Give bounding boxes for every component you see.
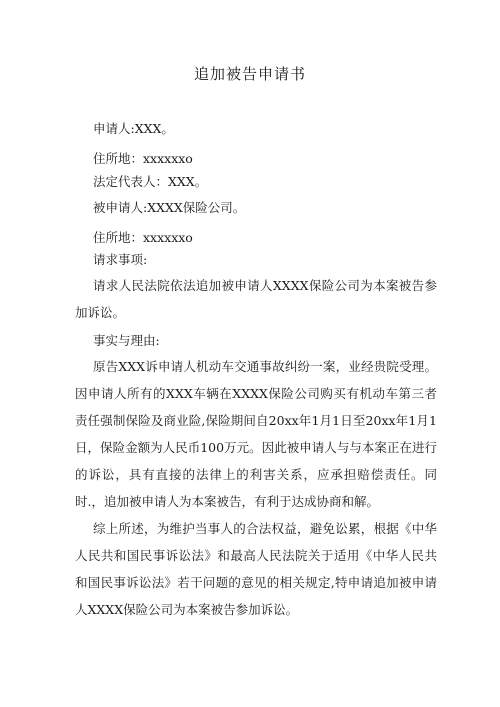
document-title: 追加被告申请书 (193, 65, 306, 83)
facts-heading: 事实与理由: (93, 333, 160, 348)
legal-representative-line: 法定代表人：XXX。 (93, 174, 208, 189)
applicant-line: 申请人:XXX。 (93, 121, 174, 136)
request-paragraph: 请求人民法院依法追加被申请人XXXX保险公司为本案被告参加诉讼。 (75, 278, 437, 320)
facts-paragraph: 原告XXX诉申请人机动车交通事故纠纷一案，业经贵院受理。因申请人所有的XXX车辆在XXXX保险公司购买有机动车第三者责任强制保险及商业险,保险期间自20xx年1月1日至20xx年1月1日，保险金额为人民币100万元。因此被申请人与与本案正在进行的诉讼，具有直接的法律上的利害关系，应承担赔偿责任。同时.，追加被申请人为本案被告，有利于达成协商和解。 (75, 359, 437, 509)
respondent-address-line: 住所地：xxxxxxo (93, 230, 193, 245)
request-heading: 请求事项: (93, 252, 148, 267)
applicant-address-line: 住所地：xxxxxxo (93, 151, 193, 166)
conclusion-paragraph: 综上所述，为维护当事人的合法权益，避免讼累，根据《中华人民共和国民事诉讼法》和最高人民法院关于适用《中华人民共和国民事诉讼法》若干问题的意见的相关规定,特申请追加被申请人XXXX保险公司为本案被告参加诉讼。 (75, 521, 437, 617)
respondent-line: 被申请人:XXXX保险公司。 (93, 200, 246, 215)
